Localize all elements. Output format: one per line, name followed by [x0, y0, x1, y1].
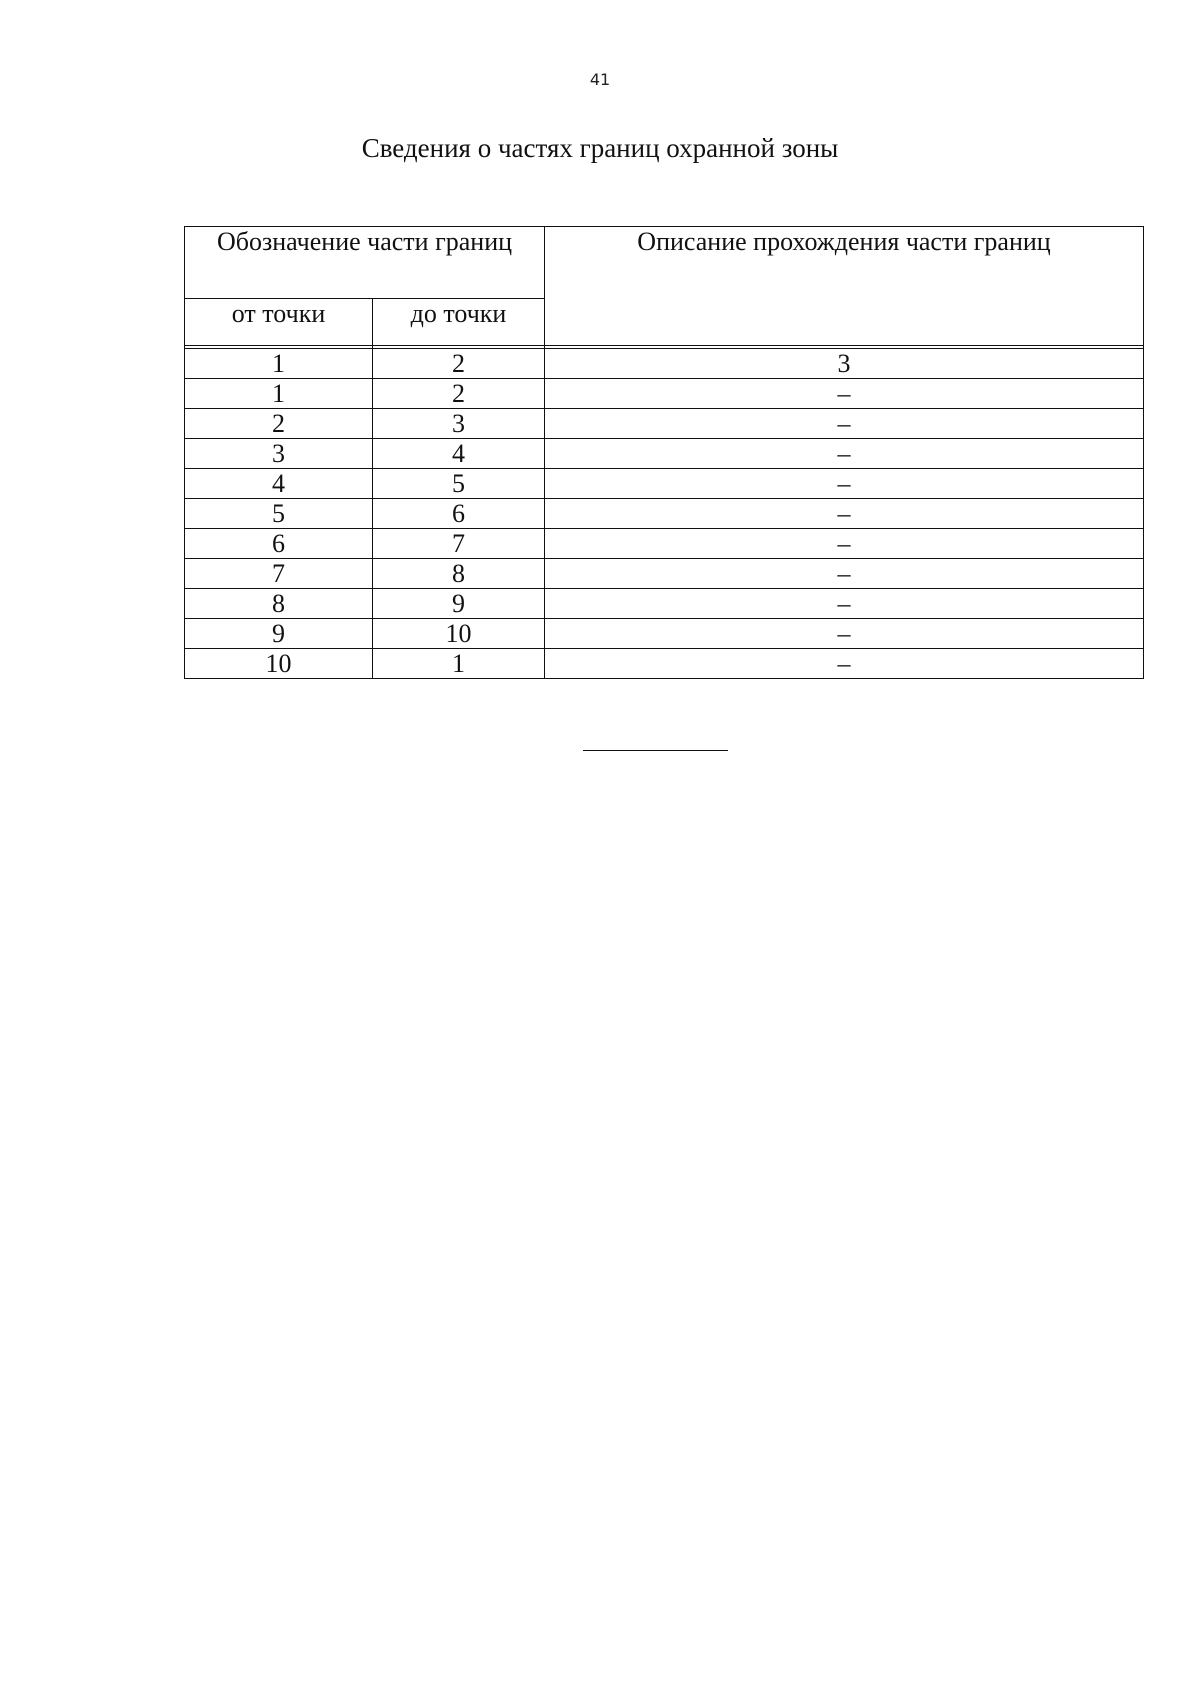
cell-description: – — [545, 439, 1144, 469]
table-row — [185, 649, 1144, 679]
cell-from-point: 3 — [185, 439, 373, 469]
header-boundary-designation: Обозначение части границ — [185, 227, 545, 299]
cell-from-point: 1 — [185, 379, 373, 409]
table-row — [185, 619, 1144, 649]
cell-from-point: 5 — [185, 499, 373, 529]
cell-description: – — [545, 409, 1144, 439]
header-to-point: до точки — [373, 299, 545, 346]
boundary-parts-table — [184, 226, 1144, 679]
table-row — [185, 469, 1144, 499]
header-from-point: от точки — [185, 299, 373, 346]
cell-to-point: 4 — [373, 439, 545, 469]
column-number-3: 3 — [545, 349, 1144, 379]
cell-to-point: 1 — [373, 649, 545, 679]
table-row — [185, 529, 1144, 559]
table-body — [185, 379, 1144, 679]
cell-description: – — [545, 589, 1144, 619]
cell-from-point: 2 — [185, 409, 373, 439]
table-row — [185, 559, 1144, 589]
cell-to-point: 10 — [373, 619, 545, 649]
cell-to-point: 9 — [373, 589, 545, 619]
column-number-2: 2 — [373, 349, 545, 379]
document-title: Сведения о частях границ охранной зоны — [361, 133, 839, 163]
cell-to-point: 2 — [373, 379, 545, 409]
table-row — [185, 499, 1144, 529]
cell-from-point: 4 — [185, 469, 373, 499]
cell-to-point: 6 — [373, 499, 545, 529]
cell-to-point: 3 — [373, 409, 545, 439]
table-row — [185, 589, 1144, 619]
cell-from-point: 9 — [185, 619, 373, 649]
column-number-row — [185, 349, 1144, 379]
cell-description: – — [545, 619, 1144, 649]
cell-description: – — [545, 469, 1144, 499]
cell-from-point: 10 — [185, 649, 373, 679]
table-row — [185, 439, 1144, 469]
cell-to-point: 8 — [373, 559, 545, 589]
header-boundary-description: Описание прохождения части границ — [545, 227, 1144, 346]
cell-from-point: 7 — [185, 559, 373, 589]
table-row — [185, 409, 1144, 439]
header-row-group — [185, 227, 1144, 299]
cell-from-point: 8 — [185, 589, 373, 619]
cell-description: – — [545, 379, 1144, 409]
cell-to-point: 5 — [373, 469, 545, 499]
cell-description: – — [545, 499, 1144, 529]
cell-description: – — [545, 559, 1144, 589]
column-number-1: 1 — [185, 349, 373, 379]
cell-from-point: 6 — [185, 529, 373, 559]
end-of-section-rule — [583, 750, 728, 751]
cell-description: – — [545, 649, 1144, 679]
cell-description: – — [545, 529, 1144, 559]
page-number: 41 — [589, 70, 611, 89]
cell-to-point: 7 — [373, 529, 545, 559]
table-row — [185, 379, 1144, 409]
